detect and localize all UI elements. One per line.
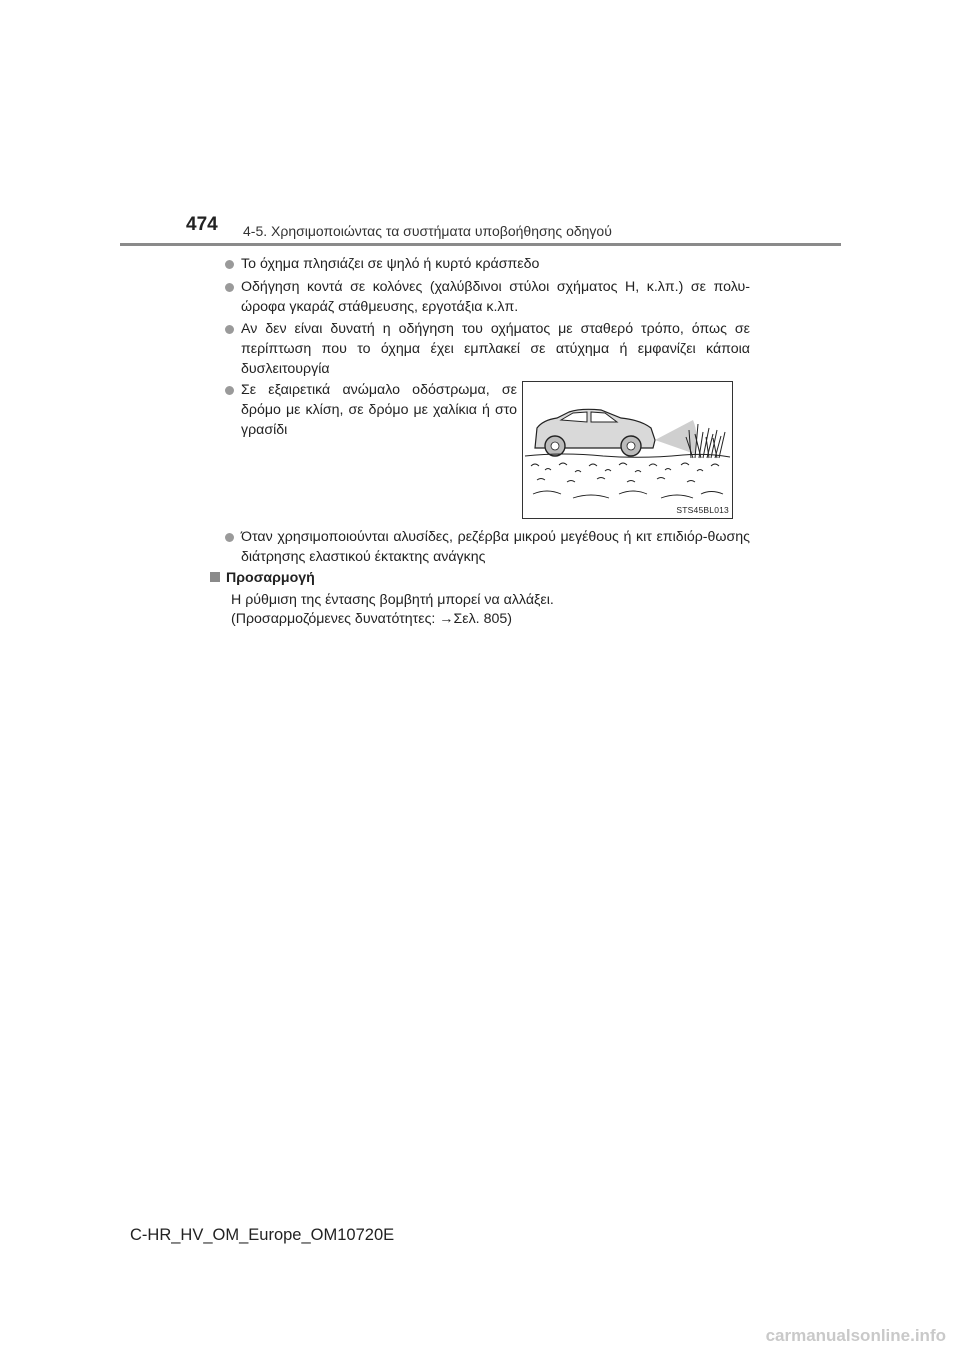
header-divider bbox=[120, 243, 841, 246]
section-title: 4-5. Χρησιμοποιώντας τα συστήματα υποβοήθησης οδηγού bbox=[243, 223, 612, 239]
subsection-heading bbox=[210, 570, 315, 586]
subsection-line: Η ρύθμιση της έντασης βομβητή μπορεί να αλλάξει. bbox=[231, 592, 554, 608]
bullet-text: Όταν χρησιμοποιούνται αλυσίδες, ρεζέρβα μικρού μεγέθους ή κιτ επιδιόρ-θωσης διάτρησης ελαστικού έκτακτης ανάγκης bbox=[241, 529, 750, 565]
bullet-dot-icon bbox=[225, 386, 234, 395]
page-number: 474 bbox=[186, 214, 218, 235]
bullet-dot-icon bbox=[225, 260, 234, 269]
bullet-dot-icon bbox=[225, 325, 234, 334]
bullet-text: Οδήγηση κοντά σε κολόνες (χαλύβδινοι στύλοι σχήματος H, κ.λπ.) σε πολυ-ώροφα γκαράζ στάθμευσης, εργοτάξια κ.λπ. bbox=[241, 279, 750, 315]
bullet-item bbox=[225, 380, 517, 440]
bullet-item bbox=[225, 319, 750, 379]
watermark: carmanualsonline.info bbox=[765, 1326, 946, 1345]
square-bullet-icon bbox=[210, 572, 220, 582]
subsection-reference: (Προσαρμοζόμενες δυνατότητες: →Σελ. 805) bbox=[231, 611, 512, 627]
subsection-title: Προσαρμογή bbox=[226, 570, 315, 586]
bullet-dot-icon bbox=[225, 283, 234, 292]
document-footer: C-HR_HV_OM_Europe_OM10720E bbox=[130, 1226, 395, 1244]
bullet-text: Σε εξαιρετικά ανώμαλο οδόστρωμα, σε δρόμο με κλίση, σε δρόμο με χαλίκια ή στο γρασίδι bbox=[241, 382, 517, 438]
bullet-dot-icon bbox=[225, 533, 234, 542]
bullet-item bbox=[225, 254, 750, 274]
rough-road-illustration bbox=[522, 381, 733, 519]
bullet-item bbox=[225, 527, 750, 567]
bullet-item bbox=[225, 277, 750, 317]
bullet-text: Το όχημα πλησιάζει σε ψηλό ή κυρτό κράσπεδο bbox=[241, 256, 540, 272]
bullet-text: Αν δεν είναι δυνατή η οδήγηση του οχήματος με σταθερό τρόπο, όπως σε περίπτωση που το όχημα έχει εμπλακεί σε ατύχημα ή εμφανίζει κάποια δυσλειτουργία bbox=[241, 321, 750, 377]
figure-code: STS45BL013 bbox=[676, 505, 729, 515]
car-on-rough-road-drawing bbox=[523, 382, 732, 518]
